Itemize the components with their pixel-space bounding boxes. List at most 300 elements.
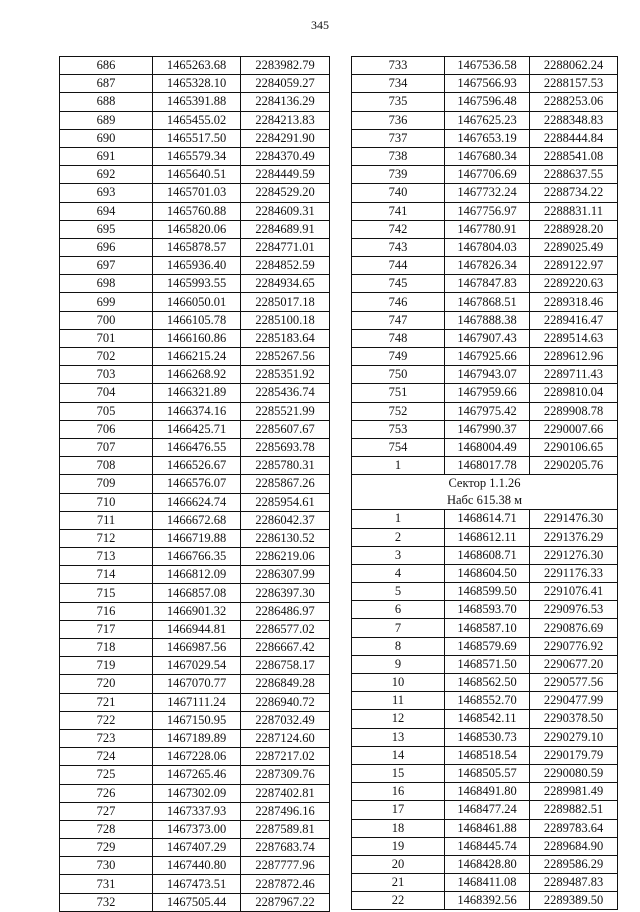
table-row bbox=[352, 746, 618, 764]
x-coordinate-cell: 1465517.50 bbox=[153, 129, 241, 147]
section-header-row bbox=[352, 475, 618, 510]
x-coordinate-cell: 1467653.19 bbox=[445, 129, 530, 147]
y-coordinate-cell: 2290080.59 bbox=[530, 764, 618, 782]
table-row bbox=[352, 655, 618, 673]
y-coordinate-cell: 2291276.30 bbox=[530, 546, 618, 564]
y-coordinate-cell: 2288444.84 bbox=[530, 129, 618, 147]
table-row bbox=[60, 529, 330, 547]
table-row bbox=[60, 511, 330, 529]
y-coordinate-cell: 2286577.02 bbox=[241, 620, 330, 638]
x-coordinate-cell: 1468445.74 bbox=[445, 837, 530, 855]
x-coordinate-cell: 1467505.44 bbox=[153, 893, 241, 911]
point-number-cell: 5 bbox=[352, 583, 445, 601]
x-coordinate-cell: 1468392.56 bbox=[445, 892, 530, 910]
point-number-cell: 10 bbox=[352, 674, 445, 692]
y-coordinate-cell: 2285436.74 bbox=[241, 384, 330, 402]
y-coordinate-cell: 2289612.96 bbox=[530, 348, 618, 366]
y-coordinate-cell: 2289882.51 bbox=[530, 801, 618, 819]
table-row bbox=[60, 129, 330, 147]
point-number-cell: 716 bbox=[60, 602, 153, 620]
point-number-cell: 692 bbox=[60, 166, 153, 184]
x-coordinate-cell: 1468411.08 bbox=[445, 874, 530, 892]
table-row bbox=[352, 166, 618, 184]
y-coordinate-cell: 2288734.22 bbox=[530, 184, 618, 202]
point-number-cell: 712 bbox=[60, 529, 153, 547]
y-coordinate-cell: 2290876.69 bbox=[530, 619, 618, 637]
table-row bbox=[352, 202, 618, 220]
table-row bbox=[352, 311, 618, 329]
table-row bbox=[60, 657, 330, 675]
point-number-cell: 696 bbox=[60, 238, 153, 256]
table-row bbox=[352, 546, 618, 564]
y-coordinate-cell: 2284689.91 bbox=[241, 220, 330, 238]
point-number-cell: 703 bbox=[60, 366, 153, 384]
y-coordinate-cell: 2286849.28 bbox=[241, 675, 330, 693]
y-coordinate-cell: 2290776.92 bbox=[530, 637, 618, 655]
y-coordinate-cell: 2284529.20 bbox=[241, 184, 330, 202]
table-row bbox=[352, 619, 618, 637]
y-coordinate-cell: 2285780.31 bbox=[241, 457, 330, 475]
point-number-cell: 691 bbox=[60, 147, 153, 165]
table-row bbox=[352, 583, 618, 601]
point-number-cell: 1 bbox=[352, 510, 445, 528]
table-row bbox=[60, 147, 330, 165]
point-number-cell: 708 bbox=[60, 457, 153, 475]
table-row bbox=[352, 129, 618, 147]
point-number-cell: 693 bbox=[60, 184, 153, 202]
table-row bbox=[60, 584, 330, 602]
x-coordinate-cell: 1467265.46 bbox=[153, 766, 241, 784]
table-row bbox=[60, 220, 330, 238]
point-number-cell: 740 bbox=[352, 184, 445, 202]
point-number-cell: 694 bbox=[60, 202, 153, 220]
x-coordinate-cell: 1466374.16 bbox=[153, 402, 241, 420]
x-coordinate-cell: 1465878.57 bbox=[153, 238, 241, 256]
y-coordinate-cell: 2291076.41 bbox=[530, 583, 618, 601]
point-number-cell: 721 bbox=[60, 693, 153, 711]
point-number-cell: 709 bbox=[60, 475, 153, 493]
point-number-cell: 8 bbox=[352, 637, 445, 655]
table-row bbox=[60, 820, 330, 838]
point-number-cell: 13 bbox=[352, 728, 445, 746]
point-number-cell: 21 bbox=[352, 874, 445, 892]
table-row bbox=[60, 802, 330, 820]
point-number-cell: 730 bbox=[60, 857, 153, 875]
table-row bbox=[352, 75, 618, 93]
y-coordinate-cell: 2290577.56 bbox=[530, 674, 618, 692]
y-coordinate-cell: 2290378.50 bbox=[530, 710, 618, 728]
x-coordinate-cell: 1467732.24 bbox=[445, 184, 530, 202]
table-row bbox=[60, 75, 330, 93]
x-coordinate-cell: 1467070.77 bbox=[153, 675, 241, 693]
table-row bbox=[60, 111, 330, 129]
point-number-cell: 698 bbox=[60, 275, 153, 293]
page-number: 345 bbox=[311, 18, 329, 32]
y-coordinate-cell: 2285693.78 bbox=[241, 438, 330, 456]
table-row bbox=[60, 238, 330, 256]
x-coordinate-cell: 1466476.55 bbox=[153, 438, 241, 456]
y-coordinate-cell: 2285351.92 bbox=[241, 366, 330, 384]
point-number-cell: 22 bbox=[352, 892, 445, 910]
y-coordinate-cell: 2289025.49 bbox=[530, 238, 618, 256]
table-row bbox=[60, 329, 330, 347]
table-row bbox=[352, 147, 618, 165]
point-number-cell: 705 bbox=[60, 402, 153, 420]
table-row bbox=[352, 220, 618, 238]
x-coordinate-cell: 1466526.67 bbox=[153, 457, 241, 475]
x-coordinate-cell: 1468604.50 bbox=[445, 564, 530, 582]
point-number-cell: 690 bbox=[60, 129, 153, 147]
point-number-cell: 750 bbox=[352, 366, 445, 384]
table-row bbox=[60, 766, 330, 784]
table-row bbox=[60, 93, 330, 111]
section-header bbox=[352, 475, 618, 510]
coordinates-table-left bbox=[59, 56, 330, 912]
x-coordinate-cell: 1468505.57 bbox=[445, 764, 530, 782]
point-number-cell: 1 bbox=[352, 457, 445, 475]
table-row bbox=[352, 329, 618, 347]
x-coordinate-cell: 1467847.83 bbox=[445, 275, 530, 293]
y-coordinate-cell: 2289318.46 bbox=[530, 293, 618, 311]
x-coordinate-cell: 1467959.66 bbox=[445, 384, 530, 402]
x-coordinate-cell: 1467189.89 bbox=[153, 729, 241, 747]
y-coordinate-cell: 2285100.18 bbox=[241, 311, 330, 329]
x-coordinate-cell: 1467337.93 bbox=[153, 802, 241, 820]
y-coordinate-cell: 2284609.31 bbox=[241, 202, 330, 220]
x-coordinate-cell: 1466050.01 bbox=[153, 293, 241, 311]
table-row bbox=[60, 457, 330, 475]
x-coordinate-cell: 1465640.51 bbox=[153, 166, 241, 184]
point-number-cell: 724 bbox=[60, 748, 153, 766]
x-coordinate-cell: 1467943.07 bbox=[445, 366, 530, 384]
y-coordinate-cell: 2285521.99 bbox=[241, 402, 330, 420]
y-coordinate-cell: 2285183.64 bbox=[241, 329, 330, 347]
y-coordinate-cell: 2285954.61 bbox=[241, 493, 330, 511]
x-coordinate-cell: 1468542.11 bbox=[445, 710, 530, 728]
y-coordinate-cell: 2287872.46 bbox=[241, 875, 330, 893]
y-coordinate-cell: 2284213.83 bbox=[241, 111, 330, 129]
point-number-cell: 7 bbox=[352, 619, 445, 637]
x-coordinate-cell: 1466160.86 bbox=[153, 329, 241, 347]
x-coordinate-cell: 1468614.71 bbox=[445, 510, 530, 528]
point-number-cell: 748 bbox=[352, 329, 445, 347]
x-coordinate-cell: 1468608.71 bbox=[445, 546, 530, 564]
x-coordinate-cell: 1465328.10 bbox=[153, 75, 241, 93]
x-coordinate-cell: 1465391.88 bbox=[153, 93, 241, 111]
point-number-cell: 6 bbox=[352, 601, 445, 619]
table-row bbox=[60, 438, 330, 456]
point-number-cell: 689 bbox=[60, 111, 153, 129]
point-number-cell: 731 bbox=[60, 875, 153, 893]
point-number-cell: 719 bbox=[60, 657, 153, 675]
x-coordinate-cell: 1468587.10 bbox=[445, 619, 530, 637]
x-coordinate-cell: 1467780.91 bbox=[445, 220, 530, 238]
table-row bbox=[60, 57, 330, 75]
x-coordinate-cell: 1468612.11 bbox=[445, 528, 530, 546]
x-coordinate-cell: 1467111.24 bbox=[153, 693, 241, 711]
y-coordinate-cell: 2289122.97 bbox=[530, 257, 618, 275]
table-row bbox=[60, 184, 330, 202]
table-row bbox=[352, 57, 618, 75]
y-coordinate-cell: 2289684.90 bbox=[530, 837, 618, 855]
x-coordinate-cell: 1467373.00 bbox=[153, 820, 241, 838]
point-number-cell: 710 bbox=[60, 493, 153, 511]
y-coordinate-cell: 2290179.79 bbox=[530, 746, 618, 764]
x-coordinate-cell: 1466766.35 bbox=[153, 548, 241, 566]
y-coordinate-cell: 2283982.79 bbox=[241, 57, 330, 75]
x-coordinate-cell: 1468017.78 bbox=[445, 457, 530, 475]
x-coordinate-cell: 1467302.09 bbox=[153, 784, 241, 802]
table-row bbox=[60, 402, 330, 420]
x-coordinate-cell: 1465455.02 bbox=[153, 111, 241, 129]
x-coordinate-cell: 1467975.42 bbox=[445, 402, 530, 420]
point-number-cell: 699 bbox=[60, 293, 153, 311]
point-number-cell: 720 bbox=[60, 675, 153, 693]
point-number-cell: 14 bbox=[352, 746, 445, 764]
table-row bbox=[60, 893, 330, 911]
point-number-cell: 722 bbox=[60, 711, 153, 729]
point-number-cell: 4 bbox=[352, 564, 445, 582]
point-number-cell: 19 bbox=[352, 837, 445, 855]
y-coordinate-cell: 2290976.53 bbox=[530, 601, 618, 619]
table-row bbox=[352, 674, 618, 692]
point-number-cell: 714 bbox=[60, 566, 153, 584]
x-coordinate-cell: 1466901.32 bbox=[153, 602, 241, 620]
x-coordinate-cell: 1467756.97 bbox=[445, 202, 530, 220]
point-number-cell: 726 bbox=[60, 784, 153, 802]
y-coordinate-cell: 2288253.06 bbox=[530, 93, 618, 111]
x-coordinate-cell: 1467868.51 bbox=[445, 293, 530, 311]
point-number-cell: 11 bbox=[352, 692, 445, 710]
x-coordinate-cell: 1467826.34 bbox=[445, 257, 530, 275]
point-number-cell: 2 bbox=[352, 528, 445, 546]
point-number-cell: 753 bbox=[352, 420, 445, 438]
point-number-cell: 741 bbox=[352, 202, 445, 220]
x-coordinate-cell: 1468518.54 bbox=[445, 746, 530, 764]
table-row bbox=[352, 837, 618, 855]
x-coordinate-cell: 1468530.73 bbox=[445, 728, 530, 746]
y-coordinate-cell: 2289416.47 bbox=[530, 311, 618, 329]
table-row bbox=[60, 348, 330, 366]
x-coordinate-cell: 1468562.50 bbox=[445, 674, 530, 692]
point-number-cell: 3 bbox=[352, 546, 445, 564]
y-coordinate-cell: 2284449.59 bbox=[241, 166, 330, 184]
point-number-cell: 707 bbox=[60, 438, 153, 456]
table-row bbox=[352, 710, 618, 728]
table-row bbox=[60, 875, 330, 893]
x-coordinate-cell: 1466672.68 bbox=[153, 511, 241, 529]
point-number-cell: 704 bbox=[60, 384, 153, 402]
table-row bbox=[60, 202, 330, 220]
table-row bbox=[60, 366, 330, 384]
x-coordinate-cell: 1467473.51 bbox=[153, 875, 241, 893]
table-row bbox=[352, 855, 618, 873]
table-row bbox=[352, 257, 618, 275]
y-coordinate-cell: 2290477.99 bbox=[530, 692, 618, 710]
x-coordinate-cell: 1465820.06 bbox=[153, 220, 241, 238]
point-number-cell: 700 bbox=[60, 311, 153, 329]
x-coordinate-cell: 1466321.89 bbox=[153, 384, 241, 402]
x-coordinate-cell: 1468599.50 bbox=[445, 583, 530, 601]
y-coordinate-cell: 2290205.76 bbox=[530, 457, 618, 475]
x-coordinate-cell: 1468428.80 bbox=[445, 855, 530, 873]
x-coordinate-cell: 1465936.40 bbox=[153, 257, 241, 275]
point-number-cell: 9 bbox=[352, 655, 445, 673]
y-coordinate-cell: 2289783.64 bbox=[530, 819, 618, 837]
y-coordinate-cell: 2287777.96 bbox=[241, 857, 330, 875]
y-coordinate-cell: 2290106.65 bbox=[530, 438, 618, 456]
y-coordinate-cell: 2288928.20 bbox=[530, 220, 618, 238]
x-coordinate-cell: 1467625.23 bbox=[445, 111, 530, 129]
section-title: Сектор 1.1.26 bbox=[448, 476, 521, 491]
y-coordinate-cell: 2286758.17 bbox=[241, 657, 330, 675]
x-coordinate-cell: 1467029.54 bbox=[153, 657, 241, 675]
y-coordinate-cell: 2288157.53 bbox=[530, 75, 618, 93]
x-coordinate-cell: 1466624.74 bbox=[153, 493, 241, 511]
point-number-cell: 727 bbox=[60, 802, 153, 820]
section-subtitle: Набс 615.38 м bbox=[446, 493, 523, 508]
x-coordinate-cell: 1465579.34 bbox=[153, 147, 241, 165]
table-row bbox=[352, 457, 618, 475]
point-number-cell: 745 bbox=[352, 275, 445, 293]
table-row bbox=[352, 601, 618, 619]
point-number-cell: 752 bbox=[352, 402, 445, 420]
point-number-cell: 725 bbox=[60, 766, 153, 784]
x-coordinate-cell: 1468593.70 bbox=[445, 601, 530, 619]
table-row bbox=[352, 528, 618, 546]
x-coordinate-cell: 1465701.03 bbox=[153, 184, 241, 202]
table-row bbox=[60, 639, 330, 657]
point-number-cell: 751 bbox=[352, 384, 445, 402]
table-row bbox=[352, 184, 618, 202]
x-coordinate-cell: 1468571.50 bbox=[445, 655, 530, 673]
point-number-cell: 735 bbox=[352, 93, 445, 111]
y-coordinate-cell: 2288541.08 bbox=[530, 147, 618, 165]
x-coordinate-cell: 1468491.80 bbox=[445, 783, 530, 801]
point-number-cell: 747 bbox=[352, 311, 445, 329]
table-row bbox=[352, 637, 618, 655]
y-coordinate-cell: 2289586.29 bbox=[530, 855, 618, 873]
y-coordinate-cell: 2284934.65 bbox=[241, 275, 330, 293]
table-row bbox=[352, 692, 618, 710]
point-number-cell: 17 bbox=[352, 801, 445, 819]
table-row bbox=[60, 475, 330, 493]
point-number-cell: 18 bbox=[352, 819, 445, 837]
y-coordinate-cell: 2291476.30 bbox=[530, 510, 618, 528]
y-coordinate-cell: 2287496.16 bbox=[241, 802, 330, 820]
point-number-cell: 15 bbox=[352, 764, 445, 782]
y-coordinate-cell: 2286486.97 bbox=[241, 602, 330, 620]
y-coordinate-cell: 2289514.63 bbox=[530, 329, 618, 347]
table-row bbox=[60, 839, 330, 857]
x-coordinate-cell: 1467925.66 bbox=[445, 348, 530, 366]
y-coordinate-cell: 2285867.26 bbox=[241, 475, 330, 493]
point-number-cell: 744 bbox=[352, 257, 445, 275]
point-number-cell: 706 bbox=[60, 420, 153, 438]
x-coordinate-cell: 1466215.24 bbox=[153, 348, 241, 366]
x-coordinate-cell: 1466944.81 bbox=[153, 620, 241, 638]
y-coordinate-cell: 2290677.20 bbox=[530, 655, 618, 673]
y-coordinate-cell: 2286397.30 bbox=[241, 584, 330, 602]
table-row bbox=[60, 711, 330, 729]
table-row bbox=[352, 510, 618, 528]
y-coordinate-cell: 2288637.55 bbox=[530, 166, 618, 184]
x-coordinate-cell: 1467596.48 bbox=[445, 93, 530, 111]
x-coordinate-cell: 1467150.95 bbox=[153, 711, 241, 729]
x-coordinate-cell: 1467706.69 bbox=[445, 166, 530, 184]
x-coordinate-cell: 1467907.43 bbox=[445, 329, 530, 347]
y-coordinate-cell: 2284370.49 bbox=[241, 147, 330, 165]
table-row bbox=[60, 257, 330, 275]
table-row bbox=[60, 166, 330, 184]
point-number-cell: 743 bbox=[352, 238, 445, 256]
point-number-cell: 728 bbox=[60, 820, 153, 838]
y-coordinate-cell: 2288831.11 bbox=[530, 202, 618, 220]
table-row bbox=[352, 384, 618, 402]
point-number-cell: 687 bbox=[60, 75, 153, 93]
point-number-cell: 732 bbox=[60, 893, 153, 911]
y-coordinate-cell: 2291176.33 bbox=[530, 564, 618, 582]
x-coordinate-cell: 1467536.58 bbox=[445, 57, 530, 75]
y-coordinate-cell: 2286042.37 bbox=[241, 511, 330, 529]
point-number-cell: 742 bbox=[352, 220, 445, 238]
point-number-cell: 718 bbox=[60, 639, 153, 657]
point-number-cell: 702 bbox=[60, 348, 153, 366]
y-coordinate-cell: 2289389.50 bbox=[530, 892, 618, 910]
table-row bbox=[60, 748, 330, 766]
x-coordinate-cell: 1467680.34 bbox=[445, 147, 530, 165]
table-row bbox=[352, 801, 618, 819]
y-coordinate-cell: 2286219.06 bbox=[241, 548, 330, 566]
x-coordinate-cell: 1465760.88 bbox=[153, 202, 241, 220]
table-row bbox=[60, 602, 330, 620]
y-coordinate-cell: 2284136.29 bbox=[241, 93, 330, 111]
x-coordinate-cell: 1468477.24 bbox=[445, 801, 530, 819]
x-coordinate-cell: 1466576.07 bbox=[153, 475, 241, 493]
x-coordinate-cell: 1467888.38 bbox=[445, 311, 530, 329]
y-coordinate-cell: 2289810.04 bbox=[530, 384, 618, 402]
point-number-cell: 723 bbox=[60, 729, 153, 747]
y-coordinate-cell: 2289487.83 bbox=[530, 874, 618, 892]
point-number-cell: 717 bbox=[60, 620, 153, 638]
table-row bbox=[352, 438, 618, 456]
table-row bbox=[60, 493, 330, 511]
y-coordinate-cell: 2287683.74 bbox=[241, 839, 330, 857]
y-coordinate-cell: 2288062.24 bbox=[530, 57, 618, 75]
table-row bbox=[352, 819, 618, 837]
table-row bbox=[60, 384, 330, 402]
point-number-cell: 695 bbox=[60, 220, 153, 238]
table-row bbox=[352, 402, 618, 420]
y-coordinate-cell: 2287124.60 bbox=[241, 729, 330, 747]
y-coordinate-cell: 2287967.22 bbox=[241, 893, 330, 911]
point-number-cell: 737 bbox=[352, 129, 445, 147]
y-coordinate-cell: 2285017.18 bbox=[241, 293, 330, 311]
y-coordinate-cell: 2285607.67 bbox=[241, 420, 330, 438]
table-row bbox=[352, 348, 618, 366]
y-coordinate-cell: 2287309.76 bbox=[241, 766, 330, 784]
x-coordinate-cell: 1467566.93 bbox=[445, 75, 530, 93]
table-row bbox=[60, 311, 330, 329]
x-coordinate-cell: 1468552.70 bbox=[445, 692, 530, 710]
table-row bbox=[60, 729, 330, 747]
x-coordinate-cell: 1467228.06 bbox=[153, 748, 241, 766]
y-coordinate-cell: 2288348.83 bbox=[530, 111, 618, 129]
table-row bbox=[352, 564, 618, 582]
y-coordinate-cell: 2287032.49 bbox=[241, 711, 330, 729]
y-coordinate-cell: 2285267.56 bbox=[241, 348, 330, 366]
table-row bbox=[352, 420, 618, 438]
